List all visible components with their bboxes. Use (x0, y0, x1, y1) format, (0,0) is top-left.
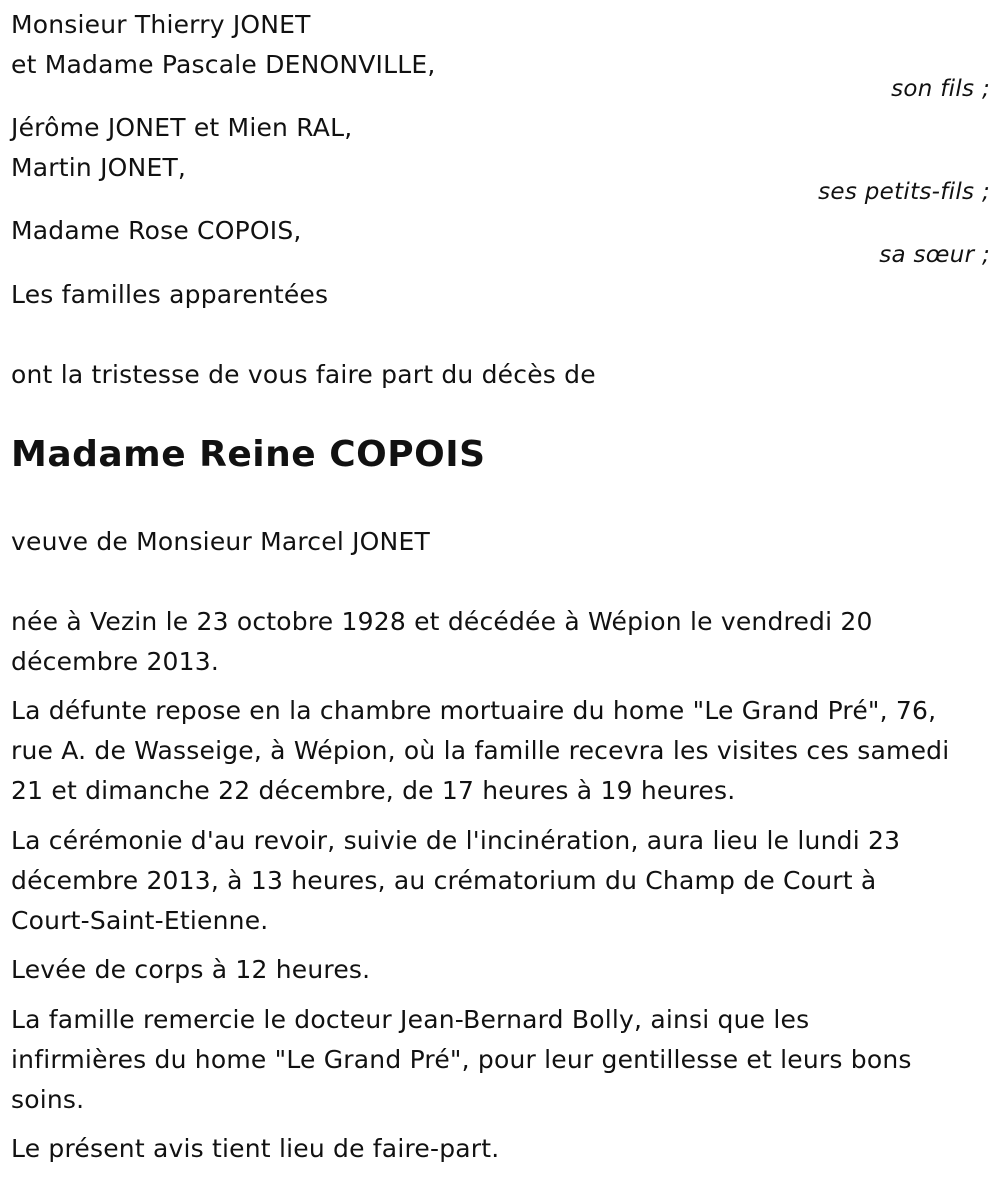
widow-of-text: veuve de Monsieur Marcel JONET (11, 527, 430, 556)
paragraph-line: infirmières du home "Le Grand Pré", pour leur gentillesse et leurs bons (11, 1045, 912, 1074)
family-name-line: Monsieur Thierry JONET (11, 10, 311, 39)
family-name-line: Jérôme JONET et Mien RAL, (11, 113, 353, 142)
paragraph-line: Court-Saint-Etienne. (11, 906, 269, 935)
paragraph-line: 21 et dimanche 22 décembre, de 17 heures à 19 heures. (11, 776, 736, 805)
family-relation: ses petits-fils ; (818, 179, 990, 205)
family-relation: son fils ; (891, 76, 990, 102)
deceased-name: Madame Reine COPOIS (11, 434, 486, 475)
paragraph-line: Le présent avis tient lieu de faire-part. (11, 1134, 500, 1163)
paragraph-line: décembre 2013, à 13 heures, au crématorium du Champ de Court à (11, 866, 877, 895)
family-name-line: Les familles apparentées (11, 280, 329, 309)
announcement-text: ont la tristesse de vous faire part du décès de (11, 360, 596, 389)
paragraph-line: La défunte repose en la chambre mortuaire du home "Le Grand Pré", 76, (11, 696, 937, 725)
paragraph-line: née à Vezin le 23 octobre 1928 et décédée à Wépion le vendredi 20 (11, 607, 873, 636)
paragraph-line: soins. (11, 1085, 85, 1114)
family-name-line: Madame Rose COPOIS, (11, 216, 302, 245)
family-name-line: Martin JONET, (11, 153, 187, 182)
paragraph-line: rue A. de Wasseige, à Wépion, où la famille recevra les visites ces samedi (11, 736, 950, 765)
paragraph-line: décembre 2013. (11, 647, 220, 676)
family-name-line: et Madame Pascale DENONVILLE, (11, 50, 436, 79)
family-relation: sa sœur ; (879, 242, 990, 268)
paragraph-line: Levée de corps à 12 heures. (11, 955, 371, 984)
paragraph-line: La cérémonie d'au revoir, suivie de l'incinération, aura lieu le lundi 23 (11, 826, 901, 855)
paragraph-line: La famille remercie le docteur Jean-Bernard Bolly, ainsi que les (11, 1005, 810, 1034)
